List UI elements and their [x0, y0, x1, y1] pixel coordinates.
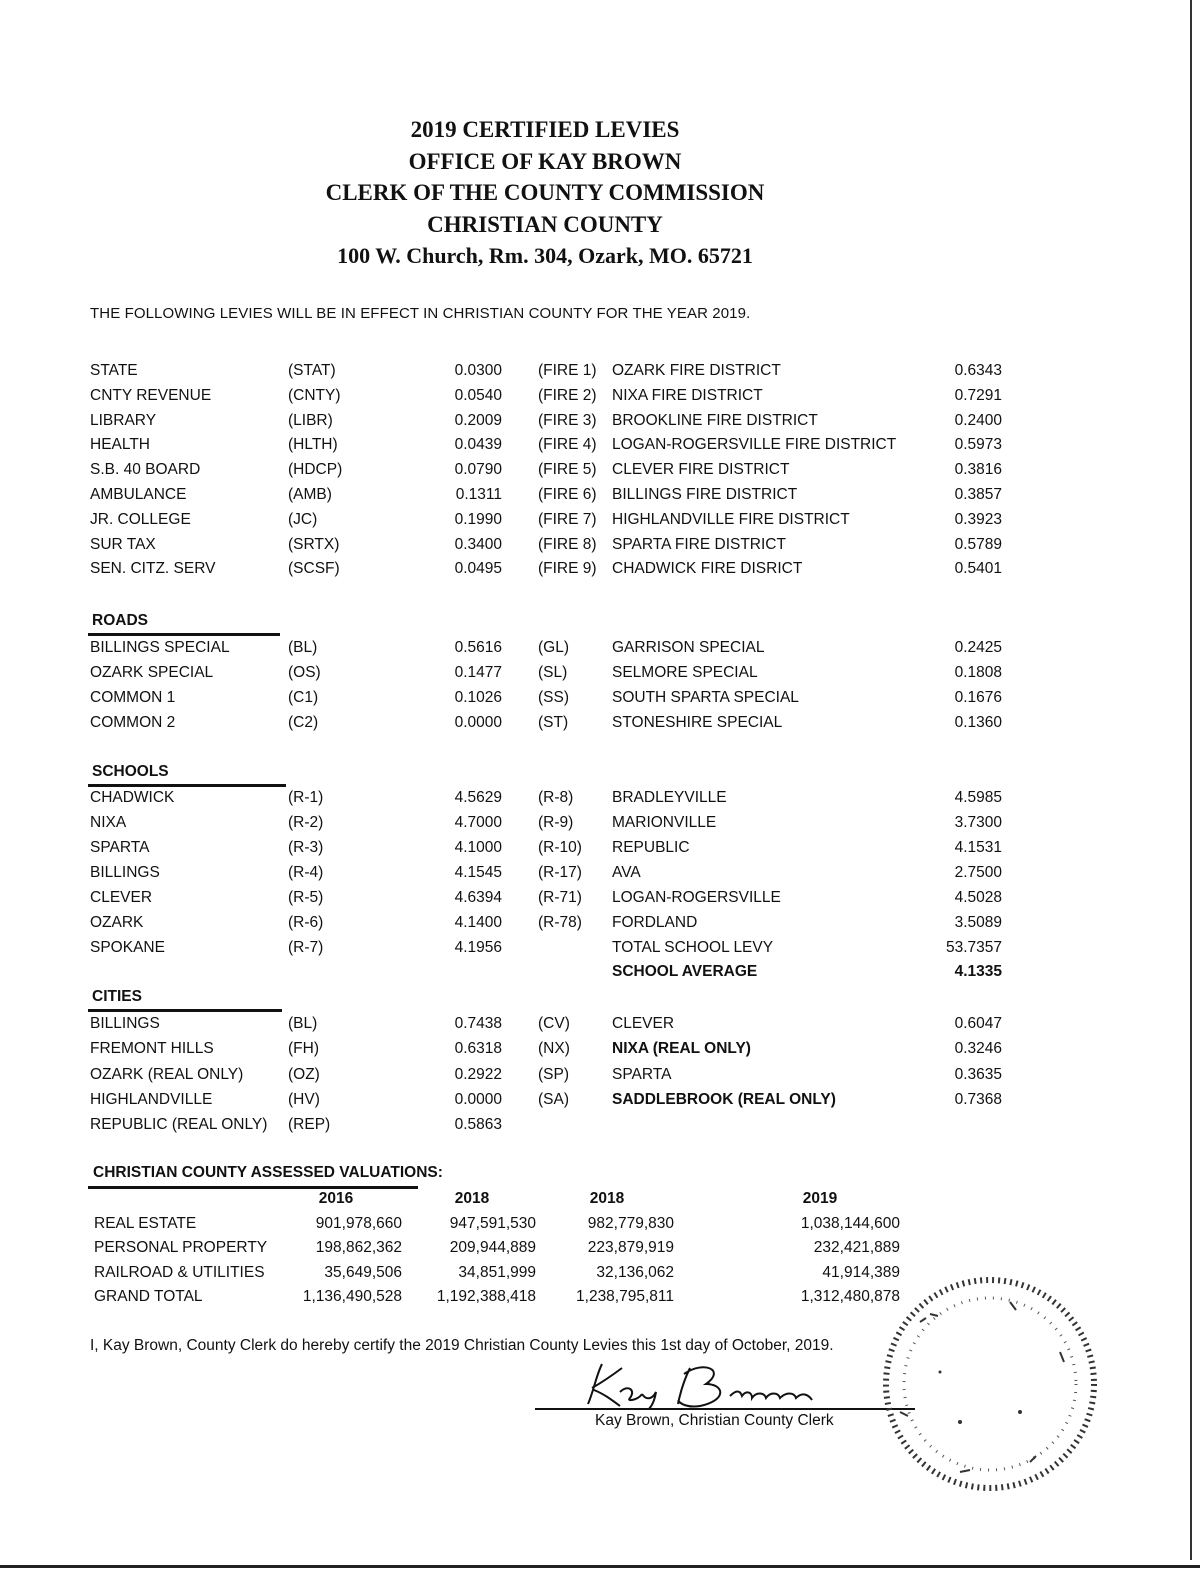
levy-name-2: MARIONVILLE	[612, 814, 717, 831]
fire-district-rate: 0.2400	[954, 411, 1002, 429]
levy-rate-2: 0.1676	[954, 689, 1002, 706]
fire-district-rate: 0.5973	[954, 436, 1002, 454]
levy-code: (R-3)	[288, 839, 324, 856]
levy-name-2: GARRISON SPECIAL	[612, 639, 765, 656]
levy-rate-2: 0.3246	[954, 1040, 1002, 1058]
levy-name: BILLINGS	[90, 864, 160, 881]
levy-code-2: (R-9)	[538, 814, 574, 831]
county-seal-stamp	[860, 1262, 1100, 1512]
levy-name-2: CLEVER	[612, 1015, 675, 1032]
valuation-value: 1,038,144,600	[800, 1215, 900, 1232]
levy-code: (SRTX)	[288, 535, 340, 553]
roads-underline	[88, 633, 280, 636]
year-col-1: 2016	[318, 1190, 354, 1207]
levy-name: SPOKANE	[90, 939, 165, 956]
levy-row	[0, 509, 1100, 531]
fire-district-name: CHADWICK FIRE DISRICT	[612, 560, 803, 578]
schools-section-title: SCHOOLS	[92, 763, 169, 780]
header-office: OFFICE OF KAY BROWN	[408, 148, 682, 174]
valuation-value: 35,649,506	[324, 1263, 402, 1281]
fire-district-rate: 0.7291	[954, 386, 1002, 404]
levy-rate: 0.0300	[454, 362, 502, 379]
valuations-year-header	[0, 1188, 1100, 1210]
levy-name-2: SADDLEBROOK (REAL ONLY)	[612, 1090, 836, 1108]
levy-name-2: SOUTH SPARTA SPECIAL	[612, 689, 799, 706]
levy-name-2: TOTAL SCHOOL LEVY	[612, 939, 774, 956]
roads-section-title: ROADS	[92, 612, 148, 629]
levy-code: (R-5)	[288, 889, 324, 906]
levy-name-2: SPARTA	[612, 1065, 672, 1083]
levy-name: COMMON 2	[90, 714, 176, 731]
cities-underline	[88, 1009, 282, 1012]
levy-row	[0, 558, 1100, 580]
fire-district-name: HIGHLANDVILLE FIRE DISTRICT	[612, 510, 850, 528]
fire-district-rate: 0.3857	[954, 486, 1002, 503]
levy-code-2: (R-10)	[538, 839, 582, 856]
levy-rate: 0.2922	[454, 1065, 502, 1083]
levy-rate: 0.3400	[454, 535, 502, 553]
levy-row	[0, 534, 1100, 556]
valuations-title: CHRISTIAN COUNTY ASSESSED VALUATIONS:	[93, 1164, 443, 1181]
levy-name: OZARK SPECIAL	[90, 664, 214, 681]
levy-rate: 0.0790	[454, 461, 502, 479]
valuation-value: 223,879,919	[587, 1239, 674, 1257]
fire-district-code: (FIRE 5)	[538, 461, 597, 479]
city-row	[0, 1064, 1100, 1086]
levy-rate: 0.0000	[454, 714, 502, 731]
fire-district-rate: 0.6343	[954, 362, 1002, 379]
valuation-value: 1,136,490,528	[302, 1287, 402, 1305]
header-clerk-title: CLERK OF THE COUNTY COMMISSION	[325, 180, 765, 205]
levy-name: SUR TAX	[90, 535, 156, 553]
city-row	[0, 1114, 1100, 1136]
levy-rate-2: 0.1360	[954, 714, 1002, 731]
school-row	[0, 787, 1100, 809]
valuation-label: REAL ESTATE	[94, 1215, 197, 1232]
valuation-label: PERSONAL PROPERTY	[94, 1239, 268, 1257]
levy-row	[0, 410, 1100, 432]
levy-row	[0, 459, 1100, 481]
fire-district-name: SPARTA FIRE DISTRICT	[612, 535, 786, 553]
levy-name: AMBULANCE	[90, 486, 187, 503]
fire-district-name: OZARK FIRE DISTRICT	[612, 362, 781, 379]
levy-row	[0, 360, 1100, 382]
levy-name: OZARK (REAL ONLY)	[90, 1065, 244, 1083]
signature-line	[535, 1408, 915, 1410]
year-col-3: 2018	[589, 1190, 625, 1207]
valuation-value: 32,136,062	[596, 1263, 674, 1281]
levy-code-2: (GL)	[538, 639, 569, 656]
levy-name: JR. COLLEGE	[90, 510, 191, 528]
levy-code: (HDCP)	[288, 461, 343, 479]
levy-rate: 0.0439	[454, 436, 502, 454]
valuation-row	[0, 1237, 1100, 1259]
cities-section-title: CITIES	[92, 988, 142, 1005]
fire-district-name: BROOKLINE FIRE DISTRICT	[612, 411, 818, 429]
levy-code: (REP)	[288, 1116, 331, 1134]
levy-code-2: (ST)	[538, 714, 569, 731]
levy-name: STATE	[90, 362, 138, 379]
levy-code: (BL)	[288, 639, 318, 656]
valuation-value: 34,851,999	[458, 1263, 536, 1281]
levy-rate: 0.5616	[454, 639, 502, 656]
levy-code: (FH)	[288, 1040, 319, 1058]
levy-name-2: NIXA (REAL ONLY)	[612, 1040, 751, 1058]
levy-rate-2: 3.7300	[954, 814, 1002, 831]
page-edge-bottom	[0, 1565, 1200, 1568]
page-edge-right	[1190, 0, 1192, 1560]
levy-name-2: FORDLAND	[612, 914, 698, 931]
levy-rate: 0.0000	[454, 1090, 502, 1108]
fire-district-code: (FIRE 6)	[538, 486, 597, 503]
levy-name: CNTY REVENUE	[90, 386, 212, 404]
levy-name-2: LOGAN-ROGERSVILLE	[612, 889, 781, 906]
levy-name: NIXA	[90, 814, 127, 831]
levy-rate: 4.1545	[454, 864, 502, 881]
levy-name: OZARK	[90, 914, 144, 931]
levy-name-2: SELMORE SPECIAL	[612, 664, 758, 681]
levy-code: (OZ)	[288, 1065, 320, 1083]
levy-row	[0, 434, 1100, 456]
fire-district-rate: 0.5789	[954, 535, 1002, 553]
levy-rate: 0.7438	[454, 1015, 502, 1032]
school-row	[0, 937, 1100, 959]
levy-rate: 0.5863	[454, 1116, 502, 1134]
school-average-value: 4.1335	[954, 963, 1002, 980]
city-row	[0, 1013, 1100, 1035]
fire-district-name: NIXA FIRE DISTRICT	[612, 386, 763, 404]
levy-code: (CNTY)	[288, 386, 341, 404]
levy-rate: 0.1026	[454, 689, 502, 706]
levy-rate-2: 53.7357	[945, 939, 1002, 956]
levy-code: (R-7)	[288, 939, 324, 956]
valuation-value: 198,862,362	[315, 1239, 402, 1257]
levy-name: SEN. CITZ. SERV	[90, 560, 216, 578]
road-row	[0, 687, 1100, 709]
valuation-value: 209,944,889	[449, 1239, 536, 1257]
levy-name: CLEVER	[90, 889, 153, 906]
levy-rate: 4.6394	[454, 889, 502, 906]
fire-district-code: (FIRE 1)	[538, 362, 597, 379]
levy-rate: 4.1400	[454, 914, 502, 931]
levy-code: (R-2)	[288, 814, 324, 831]
fire-district-code: (FIRE 7)	[538, 510, 597, 528]
levy-code: (AMB)	[288, 486, 332, 503]
valuation-row	[0, 1213, 1100, 1235]
levy-code-2: (R-8)	[538, 789, 574, 806]
levy-code: (R-1)	[288, 789, 324, 806]
levy-row	[0, 484, 1100, 506]
valuation-value: 41,914,389	[822, 1263, 900, 1281]
levy-rate-2: 3.5089	[954, 914, 1002, 931]
valuation-value: 982,779,830	[587, 1215, 674, 1232]
levy-row	[0, 385, 1100, 407]
levy-rate: 0.1311	[455, 486, 502, 503]
school-average-label: SCHOOL AVERAGE	[612, 963, 758, 980]
levy-code: (C1)	[288, 689, 319, 706]
levy-code: (SCSF)	[288, 560, 340, 578]
levy-rate: 4.1956	[454, 939, 502, 956]
levy-name: SPARTA	[90, 839, 150, 856]
levy-name: CHADWICK	[90, 789, 175, 806]
levy-code: (JC)	[288, 510, 318, 528]
city-row	[0, 1038, 1100, 1060]
levy-name: FREMONT HILLS	[90, 1040, 214, 1058]
valuation-value: 1,238,795,811	[576, 1287, 674, 1305]
levy-code: (C2)	[288, 714, 319, 731]
intro-text: THE FOLLOWING LEVIES WILL BE IN EFFECT IN CHRISTIAN COUNTY FOR THE YEAR 2019.	[90, 305, 751, 322]
levy-code-2: (SS)	[538, 689, 569, 706]
levy-code-2: (NX)	[538, 1040, 570, 1058]
valuation-value: 1,312,480,878	[800, 1287, 900, 1305]
signature-caption: Kay Brown, Christian County Clerk	[595, 1412, 834, 1429]
levy-code: (HV)	[288, 1090, 320, 1108]
levy-code: (HLTH)	[288, 436, 338, 454]
school-average-row	[0, 961, 1100, 983]
levy-code: (R-4)	[288, 864, 324, 881]
fire-district-rate: 0.3816	[954, 461, 1002, 479]
levy-code: (OS)	[288, 664, 321, 681]
levy-rate: 0.2009	[454, 411, 502, 429]
levy-name: HEALTH	[90, 436, 151, 454]
levy-name: REPUBLIC (REAL ONLY)	[90, 1116, 268, 1134]
valuation-value: 901,978,660	[315, 1215, 402, 1232]
school-row	[0, 887, 1100, 909]
year-col-2: 2018	[454, 1190, 490, 1207]
header-title: 2019 CERTIFIED LEVIES	[410, 117, 680, 142]
school-row	[0, 837, 1100, 859]
levy-rate-2: 4.5028	[954, 889, 1002, 906]
levy-rate-2: 0.6047	[954, 1015, 1002, 1032]
fire-district-name: LOGAN-ROGERSVILLE FIRE DISTRICT	[612, 436, 897, 454]
levy-rate: 0.0495	[454, 560, 502, 578]
fire-district-name: BILLINGS FIRE DISTRICT	[612, 486, 798, 503]
levy-name: HIGHLANDVILLE	[90, 1090, 213, 1108]
levy-code: (STAT)	[288, 362, 336, 379]
levy-name: BILLINGS	[90, 1015, 160, 1032]
levy-rate: 4.7000	[454, 814, 502, 831]
valuation-label: RAILROAD & UTILITIES	[94, 1263, 265, 1281]
levy-name-2: REPUBLIC	[612, 839, 690, 856]
levy-code-2: (SA)	[538, 1090, 569, 1108]
levy-name: LIBRARY	[90, 411, 157, 429]
levy-rate-2: 2.7500	[954, 864, 1002, 881]
levy-rate: 0.0540	[454, 386, 502, 404]
valuation-value: 232,421,889	[813, 1239, 900, 1257]
road-row	[0, 712, 1100, 734]
valuation-label: GRAND TOTAL	[94, 1287, 203, 1305]
levy-rate-2: 4.5985	[954, 789, 1002, 806]
levy-code-2: (SP)	[538, 1065, 569, 1083]
certification-statement: I, Kay Brown, County Clerk do hereby certify the 2019 Christian County Levies this 1st day of October, 2019.	[90, 1337, 834, 1354]
levy-rate: 4.5629	[454, 789, 502, 806]
fire-district-code: (FIRE 3)	[538, 411, 597, 429]
fire-district-code: (FIRE 2)	[538, 386, 597, 404]
city-row	[0, 1089, 1100, 1111]
road-row	[0, 637, 1100, 659]
levy-code-2: (R-71)	[538, 889, 582, 906]
header-address: 100 W. Church, Rm. 304, Ozark, MO. 65721	[337, 243, 753, 268]
levy-rate-2: 0.7368	[954, 1090, 1002, 1108]
levy-code-2: (R-78)	[538, 914, 582, 931]
levy-rate: 0.1477	[454, 664, 502, 681]
document-header	[0, 114, 1090, 272]
levy-code: (BL)	[288, 1015, 318, 1032]
fire-district-name: CLEVER FIRE DISTRICT	[612, 461, 790, 479]
year-col-4: 2019	[802, 1190, 838, 1207]
fire-district-code: (FIRE 4)	[538, 436, 597, 454]
levy-rate-2: 0.1808	[954, 664, 1002, 681]
levy-name: S.B. 40 BOARD	[90, 461, 201, 479]
levy-rate: 0.1990	[454, 510, 502, 528]
levy-name-2: STONESHIRE SPECIAL	[612, 714, 783, 731]
levy-code-2: (R-17)	[538, 864, 582, 881]
fire-district-rate: 0.5401	[954, 560, 1002, 578]
levy-rate: 4.1000	[454, 839, 502, 856]
school-row	[0, 912, 1100, 934]
levy-name-2: BRADLEYVILLE	[612, 789, 727, 806]
fire-district-code: (FIRE 8)	[538, 535, 597, 553]
levy-name: BILLINGS SPECIAL	[90, 639, 230, 656]
levy-rate-2: 0.2425	[954, 639, 1002, 656]
levy-code-2: (SL)	[538, 664, 568, 681]
levy-name-2: AVA	[612, 864, 641, 881]
valuation-value: 947,591,530	[449, 1215, 536, 1232]
levy-code: (LIBR)	[288, 411, 333, 429]
levy-code: (R-6)	[288, 914, 324, 931]
levy-name: COMMON 1	[90, 689, 176, 706]
levy-rate: 0.6318	[454, 1040, 502, 1058]
levy-code-2: (CV)	[538, 1015, 570, 1032]
fire-district-rate: 0.3923	[954, 510, 1002, 528]
handwritten-signature	[580, 1360, 880, 1410]
fire-district-code: (FIRE 9)	[538, 560, 597, 578]
school-row	[0, 812, 1100, 834]
school-row	[0, 862, 1100, 884]
header-county: CHRISTIAN COUNTY	[427, 211, 663, 237]
levy-rate-2: 4.1531	[954, 839, 1002, 856]
valuation-value: 1,192,388,418	[436, 1287, 536, 1305]
road-row	[0, 662, 1100, 684]
levy-rate-2: 0.3635	[954, 1065, 1002, 1083]
